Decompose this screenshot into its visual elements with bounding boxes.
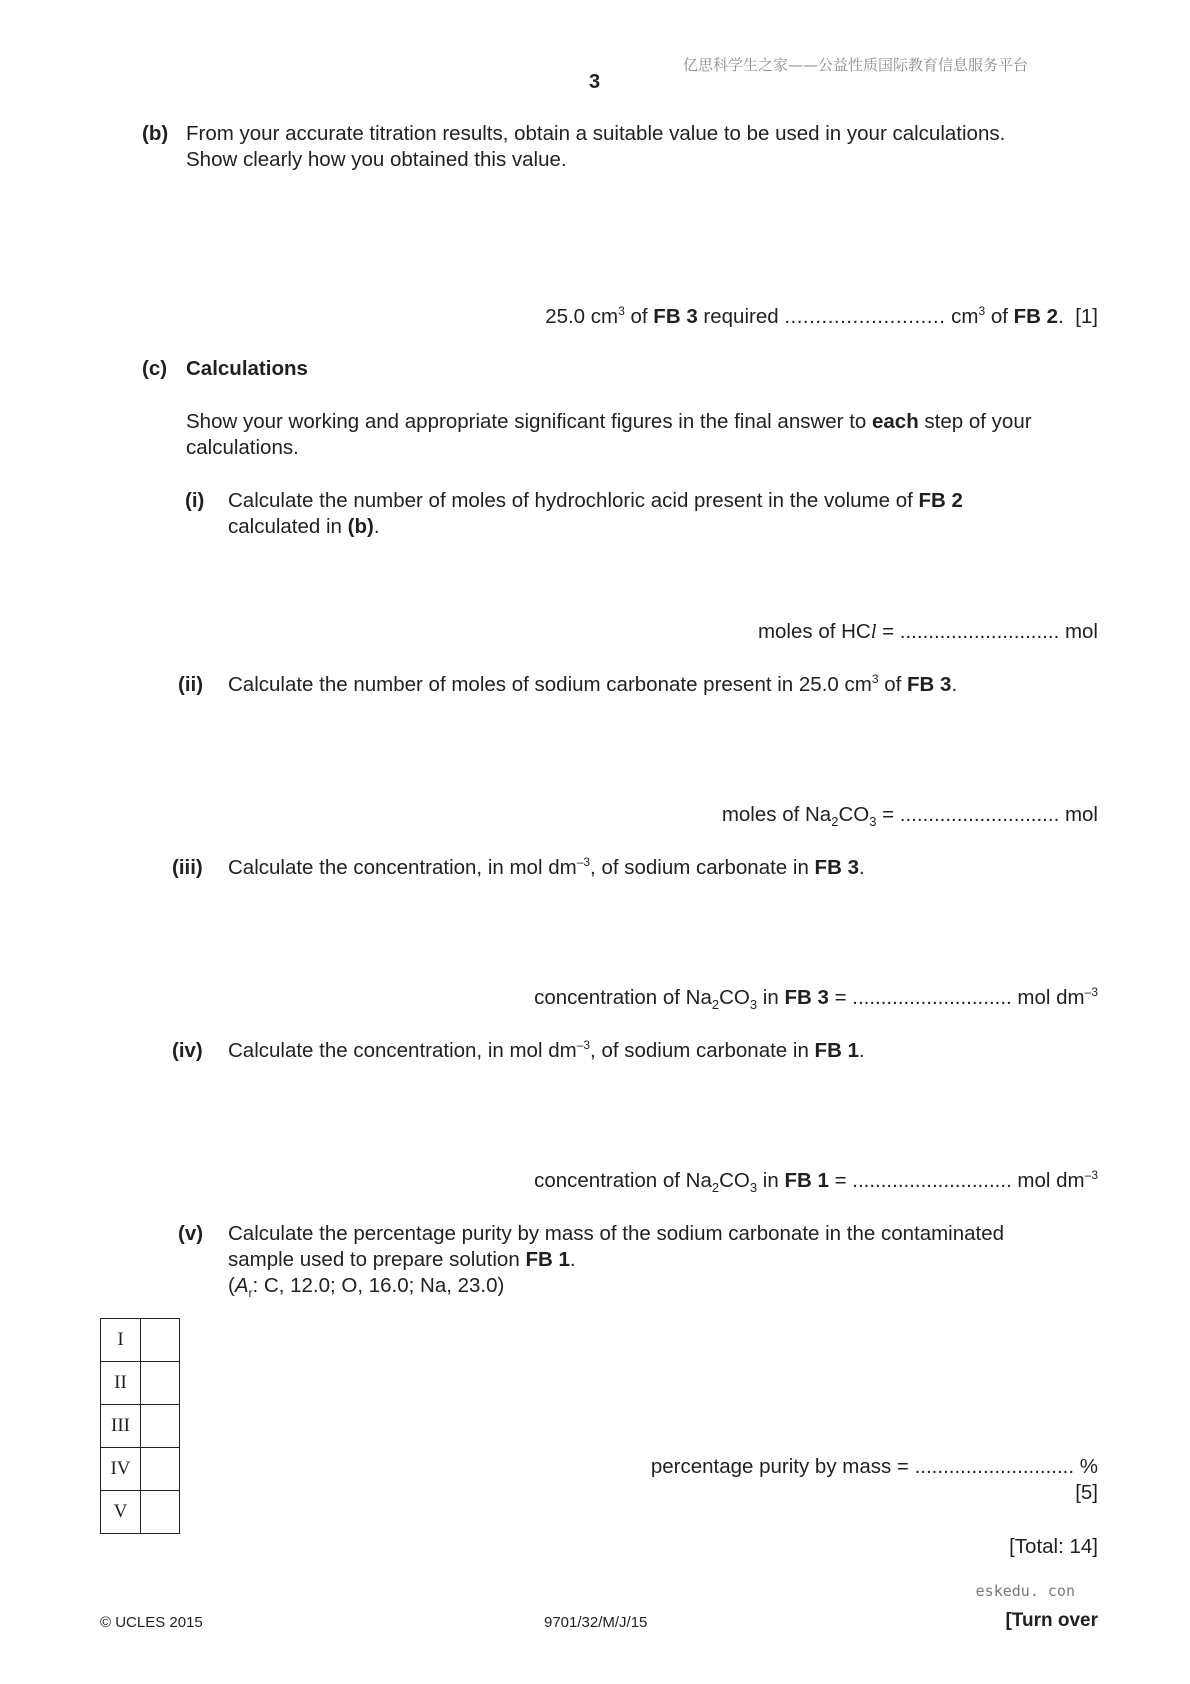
mark-row — [101, 1491, 180, 1534]
mark-row — [101, 1319, 180, 1362]
part-c-ii-text: Calculate the number of moles of sodium carbonate present in 25.0 $cm^3$ of FB 3. — [228, 672, 958, 696]
turn-over: [Turn over — [1005, 1610, 1098, 1631]
part-c-intro-line1: Show your working and appropriate significant figures in the final answer to each step of your — [186, 410, 1032, 433]
mark-label: I — [101, 1319, 141, 1362]
answer-blank[interactable]: .......................... — [784, 305, 946, 328]
part-c-iv-label: (iv) — [172, 1039, 203, 1062]
part-b-label: (b) — [142, 122, 169, 145]
header-watermark: 亿思科学生之家——公益性质国际教育信息服务平台 — [683, 56, 1029, 74]
part-c-v-answer[interactable]: percentage purity by mass = ............................ % — [650, 1455, 1098, 1478]
part-c-heading: Calculations — [186, 357, 308, 380]
mark-label: III — [101, 1405, 141, 1448]
part-c-iv-text: Calculate the concentration, in mol $dm^{-3}$, of sodium carbonate in FB 1. — [228, 1038, 865, 1062]
mark-box[interactable] — [141, 1405, 180, 1448]
mark-table — [100, 1318, 180, 1534]
part-c-v-line2: sample used to prepare solution FB 1. — [228, 1248, 576, 1271]
part-b-line1: From your accurate titration results, obtain a suitable value to be used in your calculations. — [186, 122, 1006, 145]
part-c-iii-answer[interactable]: concentration of $Na_2CO_3$ in FB 3 = ............................ mol $dm^{-3}$ — [534, 985, 1098, 1012]
part-c-label: (c) — [142, 357, 168, 380]
mark-label: V — [101, 1491, 141, 1534]
part-c-iii-label: (iii) — [172, 856, 203, 879]
part-c-v-line3: ($A_r$: C, 12.0; O, 16.0; Na, 23.0) — [228, 1274, 505, 1300]
part-c-i-answer[interactable]: moles of HCl = ............................ mol — [757, 620, 1098, 643]
part-c-v-line1: Calculate the percentage purity by mass of the sodium carbonate in the contaminated — [228, 1222, 1005, 1245]
mark-row — [101, 1362, 180, 1405]
part-c-ii-label: (ii) — [178, 673, 204, 696]
part-b-line2: Show clearly how you obtained this value. — [186, 148, 567, 171]
mark-box[interactable] — [141, 1448, 180, 1491]
mark-row — [101, 1448, 180, 1491]
part-b-answer-line: 25.0 $cm^3$ of FB 3 required .......................... $cm^3$ of FB 2. [1] — [545, 304, 1098, 328]
part-c-i-line2: calculated in (b). — [228, 515, 380, 538]
footer-copyright: © UCLES 2015 — [100, 1614, 203, 1631]
part-c-i-line1: Calculate the number of moles of hydrochloric acid present in the volume of FB 2 — [228, 489, 963, 512]
part-c-v-label: (v) — [178, 1222, 204, 1245]
part-c-intro-line2: calculations. — [186, 436, 299, 459]
part-b-mark: [1] — [1075, 305, 1098, 328]
mark-box[interactable] — [141, 1491, 180, 1534]
footer-code: 9701/32/M/J/15 — [544, 1614, 648, 1631]
mark-row — [101, 1405, 180, 1448]
footer-site: eskedu. con — [975, 1582, 1075, 1600]
total-marks: [Total: 14] — [1009, 1535, 1098, 1558]
mark-label: II — [101, 1362, 141, 1405]
page-number: 3 — [589, 71, 601, 93]
part-c-i-label: (i) — [185, 489, 205, 512]
mark-box[interactable] — [141, 1319, 180, 1362]
part-c-v-mark: [5] — [1075, 1481, 1098, 1504]
mark-box[interactable] — [141, 1362, 180, 1405]
part-c-ii-answer[interactable]: moles of $Na_2CO_3$ = ............................ mol — [721, 803, 1098, 829]
part-c-iii-text: Calculate the concentration, in mol $dm^{-3}$, of sodium carbonate in FB 3. — [228, 855, 865, 879]
mark-label: IV — [101, 1448, 141, 1491]
part-c-iv-answer[interactable]: concentration of $Na_2CO_3$ in FB 1 = ............................ mol $dm^{-3}$ — [534, 1168, 1098, 1195]
